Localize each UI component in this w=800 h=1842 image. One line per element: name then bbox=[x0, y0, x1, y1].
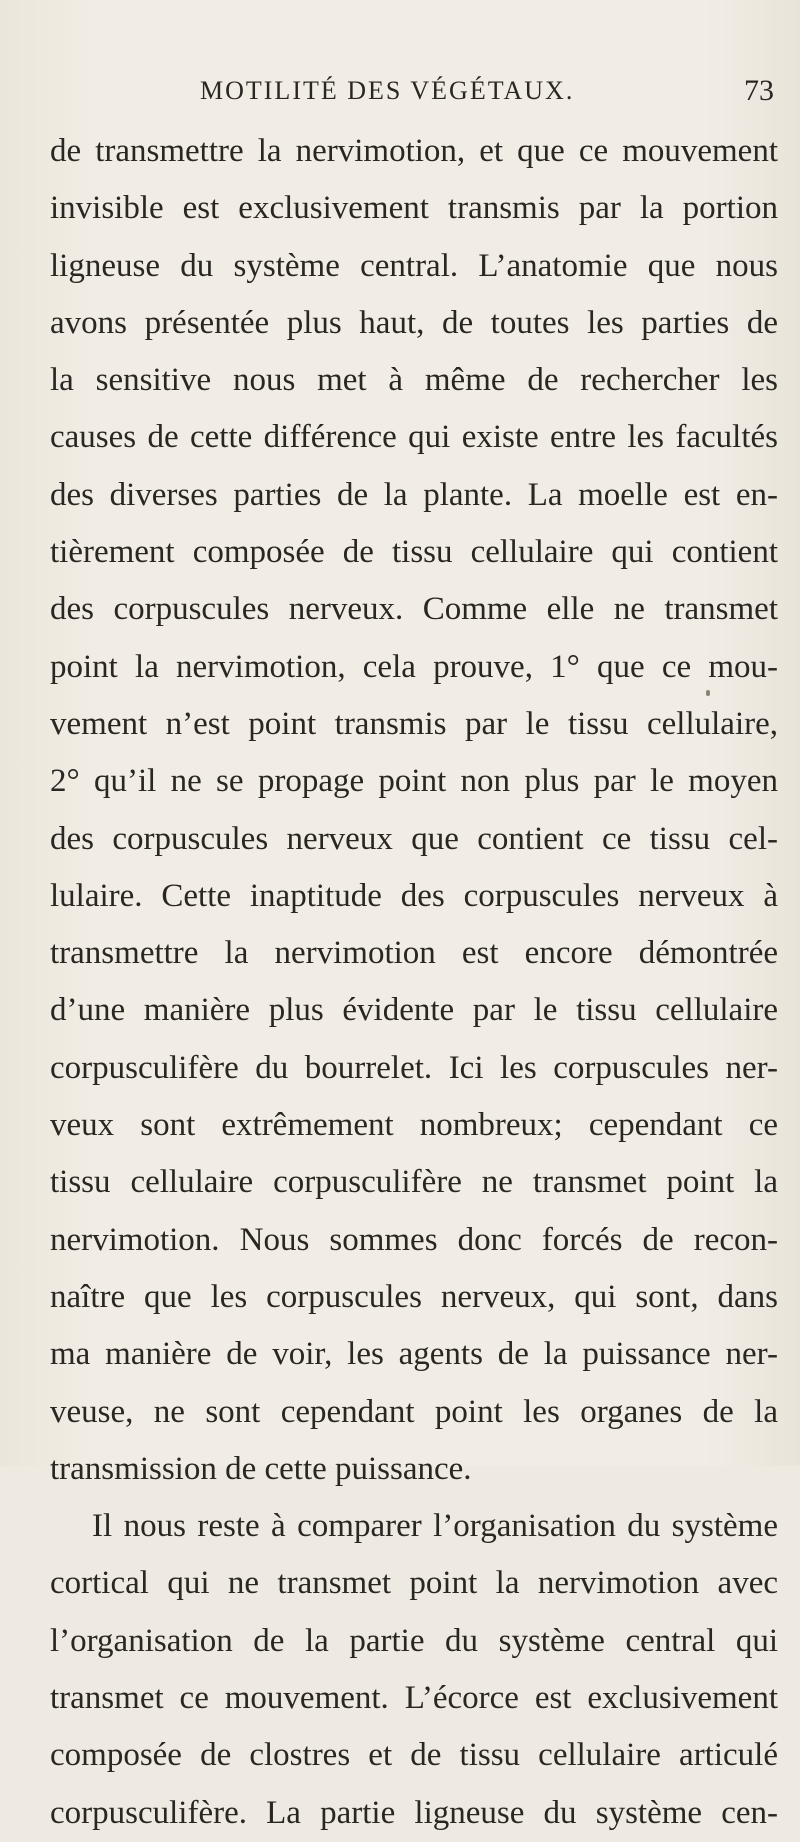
text-line: point la nervimotion, cela prouve, 1° que ce mou- bbox=[50, 648, 778, 685]
text-line: l’organisation de la partie du système central qui bbox=[50, 1622, 778, 1659]
text-line: cortical qui ne transmet point la nervimotion avec bbox=[50, 1565, 778, 1602]
paragraph-start-line: Il nous reste à comparer l’organisation du système bbox=[92, 1508, 778, 1545]
text-line: des diverses parties de la plante. La moelle est en- bbox=[50, 476, 778, 513]
text-line: lulaire. Cette inaptitude des corpuscules nerveux à bbox=[50, 877, 778, 914]
text-line: invisible est exclusivement transmis par la portion bbox=[50, 190, 778, 227]
running-title: MOTILITÉ DES VÉGÉTAUX. bbox=[200, 76, 575, 105]
text-line: la sensitive nous met à même de rechercher les bbox=[50, 362, 778, 399]
text-line: des corpuscules nerveux. Comme elle ne transmet bbox=[50, 591, 778, 628]
page-number: 73 bbox=[744, 74, 774, 107]
text-line: corpusculifère. La partie ligneuse du système cen- bbox=[50, 1794, 778, 1831]
text-line: corpusculifère du bourrelet. Ici les corpuscules ner- bbox=[50, 1049, 778, 1086]
text-line: ma manière de voir, les agents de la puissance ner- bbox=[50, 1336, 778, 1373]
text-line: transmet ce mouvement. L’écorce est exclusivement bbox=[50, 1680, 778, 1717]
text-line: vement n’est point transmis par le tissu cellulaire, bbox=[50, 705, 778, 742]
text-line: composée de clostres et de tissu cellulaire articulé bbox=[50, 1737, 778, 1774]
ink-speck bbox=[706, 690, 710, 696]
text-line: nervimotion. Nous sommes donc forcés de recon- bbox=[50, 1221, 778, 1258]
text-line: des corpuscules nerveux que contient ce tissu cel- bbox=[50, 820, 778, 857]
text-line: naître que les corpuscules nerveux, qui sont, dans bbox=[50, 1278, 778, 1315]
text-line: d’une manière plus évidente par le tissu cellulaire bbox=[50, 992, 778, 1029]
text-line: veux sont extrêmement nombreux; cependant ce bbox=[50, 1107, 778, 1144]
text-line: avons présentée plus haut, de toutes les parties de bbox=[50, 304, 778, 341]
text-line: 2° qu’il ne se propage point non plus par le moyen bbox=[50, 763, 778, 800]
text-line: veuse, ne sont cependant point les organes de la bbox=[50, 1393, 778, 1430]
text-line: causes de cette différence qui existe entre les facultés bbox=[50, 419, 778, 456]
text-line: tissu cellulaire corpusculifère ne transmet point la bbox=[50, 1164, 778, 1201]
text-line: ligneuse du système central. L’anatomie que nous bbox=[50, 247, 778, 284]
text-line: transmettre la nervimotion est encore démontrée bbox=[50, 935, 778, 972]
text-line: tièrement composée de tissu cellulaire qui contient bbox=[50, 534, 778, 571]
text-line: de transmettre la nervimotion, et que ce mouvement bbox=[50, 133, 778, 169]
paragraph-end-line: transmission de cette puissance. bbox=[50, 1450, 472, 1487]
body-text bbox=[50, 123, 778, 1842]
